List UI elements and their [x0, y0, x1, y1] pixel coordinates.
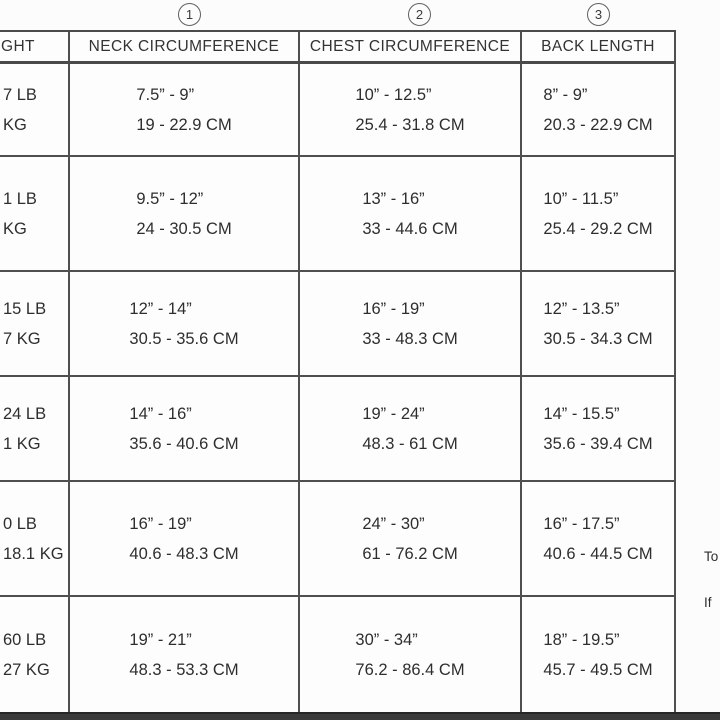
- column-number-badge-3: [587, 3, 610, 26]
- weight-kg-value: 18.1 KG: [3, 544, 64, 563]
- chest-inch-value: 30” - 34”: [355, 630, 418, 649]
- header-chest: [300, 32, 522, 61]
- badge-2-label: 2: [415, 7, 424, 22]
- back-inch-value: 16” - 17.5”: [543, 514, 620, 533]
- column-number-badge-2: [408, 3, 431, 26]
- chest-cell: [300, 482, 522, 595]
- table-row-1: [0, 64, 676, 157]
- chest-cell: [300, 377, 522, 480]
- weight-cell: [0, 272, 70, 375]
- weight-lb-value: 7 LB: [3, 85, 37, 104]
- back-cell: [522, 597, 676, 712]
- neck-cell: [70, 482, 300, 595]
- neck-cm-value: 19 - 22.9 CM: [136, 115, 232, 134]
- back-cm-value: 35.6 - 39.4 CM: [543, 434, 653, 453]
- back-cm-value: 30.5 - 34.3 CM: [543, 329, 653, 348]
- badge-1-label: 1: [185, 7, 194, 22]
- side-note-fragment-to: To: [704, 549, 719, 564]
- table-row-2: [0, 157, 676, 272]
- chest-cm-value: 76.2 - 86.4 CM: [355, 660, 465, 679]
- weight-lb-value: 60 LB: [3, 630, 47, 649]
- badge-3-label: 3: [594, 7, 603, 22]
- neck-cm-value: 40.6 - 48.3 CM: [129, 544, 239, 563]
- weight-cell: [0, 157, 70, 270]
- header-neck: [70, 32, 300, 61]
- neck-cell: [70, 64, 300, 155]
- weight-kg-value: 1 KG: [3, 434, 41, 453]
- header-row: [0, 32, 676, 64]
- back-cm-value: 45.7 - 49.5 CM: [543, 660, 653, 679]
- back-cell: [522, 272, 676, 375]
- weight-kg-value: 27 KG: [3, 660, 50, 679]
- weight-cell: [0, 482, 70, 595]
- back-cm-value: 40.6 - 44.5 CM: [543, 544, 653, 563]
- weight-lb-value: 0 LB: [3, 514, 37, 533]
- weight-cell: [0, 597, 70, 712]
- neck-cm-value: 48.3 - 53.3 CM: [129, 660, 239, 679]
- header-weight-label: GHT: [1, 37, 35, 55]
- table-row-5: [0, 482, 676, 597]
- weight-kg-value: 7 KG: [3, 329, 41, 348]
- table-row-4: [0, 377, 676, 482]
- chest-inch-value: 16” - 19”: [362, 299, 425, 318]
- chest-cm-value: 25.4 - 31.8 CM: [355, 115, 465, 134]
- back-inch-value: 14” - 15.5”: [543, 404, 620, 423]
- neck-cell: [70, 597, 300, 712]
- neck-inch-value: 12” - 14”: [129, 299, 192, 318]
- weight-cell: [0, 377, 70, 480]
- chest-cell: [300, 272, 522, 375]
- chest-cm-value: 48.3 - 61 CM: [362, 434, 458, 453]
- bottom-edge-bar: [0, 712, 720, 720]
- neck-cell: [70, 157, 300, 270]
- back-cell: [522, 482, 676, 595]
- back-inch-value: 12” - 13.5”: [543, 299, 620, 318]
- chest-inch-value: 10” - 12.5”: [355, 85, 432, 104]
- header-back-label: BACK LENGTH: [541, 37, 655, 55]
- weight-lb-value: 24 LB: [3, 404, 47, 423]
- back-cm-value: 25.4 - 29.2 CM: [543, 219, 653, 238]
- header-neck-label: NECK CIRCUMFERENCE: [88, 37, 280, 55]
- neck-inch-value: 7.5” - 9”: [136, 85, 195, 104]
- back-cm-value: 20.3 - 22.9 CM: [543, 115, 653, 134]
- column-number-badge-1: [178, 3, 201, 26]
- back-inch-value: 18” - 19.5”: [543, 630, 620, 649]
- weight-lb-value: 15 LB: [3, 299, 47, 318]
- size-chart-table: [0, 30, 676, 712]
- neck-cell: [70, 272, 300, 375]
- neck-inch-value: 19” - 21”: [129, 630, 192, 649]
- chest-cell: [300, 597, 522, 712]
- back-inch-value: 10” - 11.5”: [543, 189, 619, 208]
- neck-inch-value: 14” - 16”: [129, 404, 192, 423]
- chest-cell: [300, 64, 522, 155]
- chest-cm-value: 61 - 76.2 CM: [362, 544, 458, 563]
- chest-inch-value: 24” - 30”: [362, 514, 425, 533]
- weight-lb-value: 1 LB: [3, 189, 37, 208]
- back-cell: [522, 377, 676, 480]
- weight-kg-value: KG: [3, 219, 27, 238]
- chest-cm-value: 33 - 48.3 CM: [362, 329, 458, 348]
- header-back: [522, 32, 676, 61]
- neck-cm-value: 30.5 - 35.6 CM: [129, 329, 239, 348]
- chest-cm-value: 33 - 44.6 CM: [362, 219, 458, 238]
- neck-cm-value: 24 - 30.5 CM: [136, 219, 232, 238]
- table-row-6: [0, 597, 676, 712]
- back-cell: [522, 64, 676, 155]
- side-note-fragment-if: If: [704, 595, 712, 610]
- neck-inch-value: 16” - 19”: [129, 514, 192, 533]
- header-weight-cutoff: [0, 32, 70, 61]
- back-inch-value: 8” - 9”: [543, 85, 588, 104]
- weight-kg-value: KG: [3, 115, 27, 134]
- neck-cell: [70, 377, 300, 480]
- weight-cell: [0, 64, 70, 155]
- neck-inch-value: 9.5” - 12”: [136, 189, 204, 208]
- table-row-3: [0, 272, 676, 377]
- back-cell: [522, 157, 676, 270]
- chest-inch-value: 19” - 24”: [362, 404, 425, 423]
- header-chest-label: CHEST CIRCUMFERENCE: [309, 37, 511, 55]
- neck-cm-value: 35.6 - 40.6 CM: [129, 434, 239, 453]
- chest-cell: [300, 157, 522, 270]
- chest-inch-value: 13” - 16”: [362, 189, 425, 208]
